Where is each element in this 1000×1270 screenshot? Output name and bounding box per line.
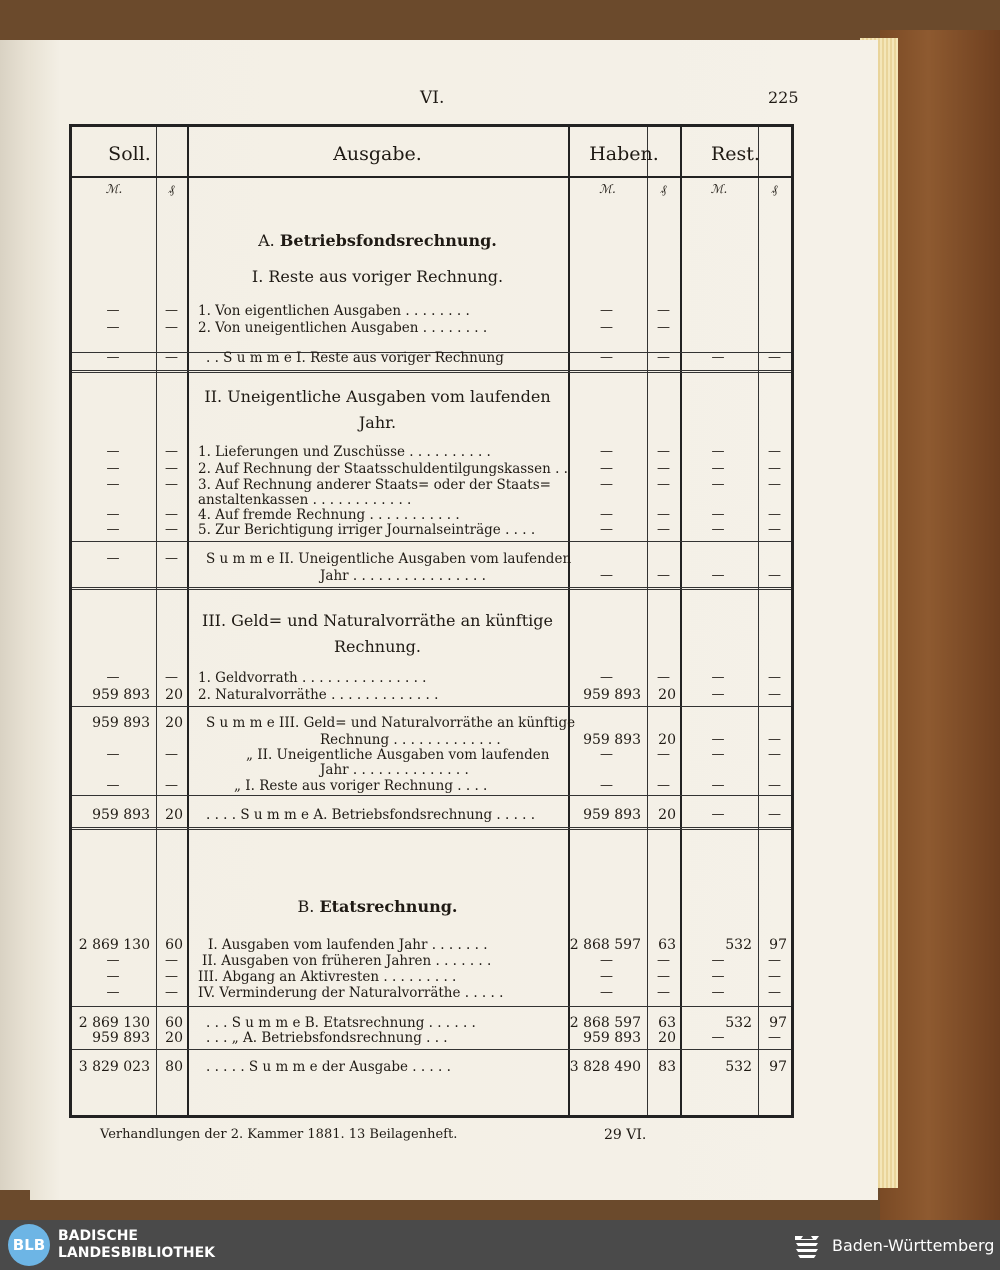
empty-cell-dash: — [711, 732, 725, 747]
row-rule [72, 706, 791, 707]
row-label: 1. Geldvorrath . . . . . . . . . . . . . . . [198, 670, 427, 686]
empty-cell-dash: — [711, 477, 725, 492]
amount-cell: 20 [165, 807, 183, 823]
section-a-sub3: Rechnung. [333, 637, 422, 656]
row-label: III. Abgang an Aktivresten . . . . . . . . . [198, 969, 457, 985]
sum-label: . . . S u m m e B. Etatsrechnung . . . . . . [206, 1015, 476, 1031]
amount-cell: 959 893 [583, 807, 641, 823]
empty-cell-dash: — [768, 444, 781, 459]
empty-cell-dash: — [768, 747, 781, 762]
amount-cell: 97 [769, 1015, 787, 1031]
row-label: 5. Zur Berichtigung irriger Journalseinträge . . . . [198, 522, 536, 538]
sum-label: . . . . . S u m m e der Ausgabe . . . . . [206, 1059, 451, 1075]
amount-cell: 63 [658, 937, 676, 953]
empty-cell-dash: — [711, 350, 725, 365]
empty-cell-dash: — [600, 303, 613, 318]
amount-cell: 959 893 [583, 732, 641, 748]
empty-cell-dash: — [600, 320, 613, 335]
amount-cell: 3 829 023 [78, 1059, 150, 1075]
empty-cell-dash: — [165, 507, 178, 522]
empty-cell-dash: — [600, 985, 613, 1000]
unit-pf: ₰ [168, 182, 175, 196]
col-divider [568, 127, 570, 1115]
section-a-sub2: II. Uneigentliche Ausgaben vom laufenden [204, 387, 551, 406]
page-number: 225 [768, 88, 799, 107]
empty-cell-dash: — [165, 670, 178, 685]
sum-label: „ I. Reste aus voriger Rechnung . . . . [234, 778, 488, 794]
empty-cell-dash: — [165, 953, 178, 968]
unit-mark: ℳ. [710, 182, 728, 196]
sum-label: Jahr . . . . . . . . . . . . . . [320, 762, 469, 778]
empty-cell-dash: — [657, 568, 670, 583]
empty-cell-dash: — [600, 461, 613, 476]
empty-cell-dash: — [657, 507, 670, 522]
empty-cell-dash: — [768, 350, 781, 365]
empty-cell-dash: — [106, 985, 120, 1000]
empty-cell-dash: — [106, 953, 120, 968]
empty-cell-dash: — [165, 461, 178, 476]
empty-cell-dash: — [106, 522, 120, 537]
empty-cell-dash: — [657, 747, 670, 762]
amount-cell: 959 893 [92, 1030, 150, 1046]
amount-cell: 959 893 [583, 687, 641, 703]
empty-cell-dash: — [600, 953, 613, 968]
empty-cell-dash: — [768, 461, 781, 476]
book-cover [880, 30, 1000, 1220]
row-label: 1. Lieferungen und Zuschüsse . . . . . . . . . . [198, 444, 491, 460]
empty-cell-dash: — [711, 807, 725, 822]
blb-name[interactable]: BADISCHE LANDESBIBLIOTHEK [58, 1228, 216, 1261]
empty-cell-dash: — [600, 670, 613, 685]
empty-cell-dash: — [106, 477, 120, 492]
unit-pf: ₰ [660, 182, 667, 196]
col-divider [680, 127, 682, 1115]
empty-cell-dash: — [768, 507, 781, 522]
empty-cell-dash: — [768, 522, 781, 537]
row-label: IV. Verminderung der Naturalvorräthe . . . . . [198, 985, 504, 1001]
row-rule [72, 795, 791, 796]
amount-cell: 3 828 490 [569, 1059, 641, 1075]
empty-cell-dash: — [165, 985, 178, 1000]
empty-cell-dash: — [165, 477, 178, 492]
col-header-ausgabe: Ausgabe. [333, 143, 422, 165]
amount-cell: 20 [658, 687, 676, 703]
row-rule [72, 827, 791, 830]
empty-cell-dash: — [106, 969, 120, 984]
amount-cell: 959 893 [92, 715, 150, 731]
amount-cell: 60 [165, 937, 183, 953]
sum-label: „ II. Uneigentliche Ausgaben vom laufenden [246, 747, 550, 763]
row-label: II. Ausgaben von früheren Jahren . . . . . . . [202, 953, 492, 969]
amount-cell: 2 869 130 [78, 1015, 150, 1031]
section-a-sub2: Jahr. [358, 413, 397, 432]
empty-cell-dash: — [165, 320, 178, 335]
row-rule [72, 370, 791, 373]
empty-cell-dash: — [657, 477, 670, 492]
row-label: 4. Auf fremde Rechnung . . . . . . . . . . . [198, 507, 460, 523]
amount-cell: 97 [769, 937, 787, 953]
empty-cell-dash: — [600, 568, 613, 583]
amount-cell: 532 [725, 937, 752, 953]
bw-name[interactable]: Baden-Württemberg [832, 1236, 995, 1255]
stag-lion-crest-icon [792, 1230, 822, 1260]
amount-cell: 60 [165, 1015, 183, 1031]
col-header-haben: Haben. [589, 143, 659, 165]
empty-cell-dash: — [711, 444, 725, 459]
sum-label: Rechnung . . . . . . . . . . . . . [320, 732, 501, 748]
empty-cell-dash: — [106, 507, 120, 522]
amount-cell: 20 [658, 732, 676, 748]
amount-cell: 97 [769, 1059, 787, 1075]
empty-cell-dash: — [657, 969, 670, 984]
empty-cell-dash: — [106, 444, 120, 459]
col-header-soll: Soll. [108, 143, 151, 165]
amount-cell: 2 869 130 [78, 937, 150, 953]
amount-cell: 20 [165, 687, 183, 703]
empty-cell-dash: — [106, 551, 120, 566]
sum-label: . . S u m m e I. Reste aus voriger Rechnung [206, 350, 504, 366]
empty-cell-dash: — [711, 687, 725, 702]
ledger-table [69, 124, 794, 1118]
col-divider [156, 127, 157, 1115]
amount-cell: 959 893 [92, 687, 150, 703]
empty-cell-dash: — [768, 477, 781, 492]
amount-cell: 532 [725, 1059, 752, 1075]
amount-cell: 80 [165, 1059, 183, 1075]
empty-cell-dash: — [711, 1030, 725, 1045]
empty-cell-dash: — [657, 461, 670, 476]
sum-label: . . . . S u m m e A. Betriebsfondsrechnung . . . . . [206, 807, 536, 823]
empty-cell-dash: — [657, 953, 670, 968]
empty-cell-dash: — [600, 350, 613, 365]
col-divider [647, 127, 648, 1115]
empty-cell-dash: — [600, 747, 613, 762]
row-rule [72, 1049, 791, 1050]
empty-cell-dash: — [768, 670, 781, 685]
empty-cell-dash: — [711, 985, 725, 1000]
empty-cell-dash: — [600, 444, 613, 459]
empty-cell-dash: — [657, 303, 670, 318]
empty-cell-dash: — [657, 522, 670, 537]
empty-cell-dash: — [106, 747, 120, 762]
empty-cell-dash: — [768, 778, 781, 793]
empty-cell-dash: — [600, 969, 613, 984]
empty-cell-dash: — [165, 444, 178, 459]
empty-cell-dash: — [657, 985, 670, 1000]
empty-cell-dash: — [165, 778, 178, 793]
empty-cell-dash: — [711, 507, 725, 522]
amount-cell: 2 868 597 [569, 937, 641, 953]
amount-cell: 20 [658, 1030, 676, 1046]
empty-cell-dash: — [711, 568, 725, 583]
empty-cell-dash: — [165, 350, 178, 365]
footer-left: Verhandlungen der 2. Kammer 1881. 13 Beilagenheft. [100, 1127, 458, 1142]
row-label: anstaltenkassen . . . . . . . . . . . . [198, 492, 412, 508]
blb-logo[interactable]: BLB [8, 1224, 50, 1266]
empty-cell-dash: — [711, 953, 725, 968]
empty-cell-dash: — [600, 477, 613, 492]
empty-cell-dash: — [657, 670, 670, 685]
empty-cell-dash: — [711, 747, 725, 762]
empty-cell-dash: — [711, 778, 725, 793]
row-label: 2. Naturalvorräthe . . . . . . . . . . . . . [198, 687, 439, 703]
empty-cell-dash: — [657, 320, 670, 335]
empty-cell-dash: — [711, 522, 725, 537]
sum-label: S u m m e II. Uneigentliche Ausgaben vom laufenden [206, 551, 572, 567]
empty-cell-dash: — [106, 461, 120, 476]
empty-cell-dash: — [657, 778, 670, 793]
row-label: 3. Auf Rechnung anderer Staats= oder der Staats= [198, 477, 551, 493]
amount-cell: 20 [165, 1030, 183, 1046]
amount-cell: 20 [658, 807, 676, 823]
sum-label: Jahr . . . . . . . . . . . . . . . . [320, 568, 486, 584]
empty-cell-dash: — [106, 303, 120, 318]
unit-mark: ℳ. [105, 182, 123, 196]
empty-cell-dash: — [165, 747, 178, 762]
amount-cell: 959 893 [92, 807, 150, 823]
amount-cell: 63 [658, 1015, 676, 1031]
section-a-title: A. Betriebsfondsrechnung. [258, 231, 497, 250]
amount-cell: 532 [725, 1015, 752, 1031]
amount-cell: 83 [658, 1059, 676, 1075]
footer-right: 29 VI. [604, 1127, 647, 1143]
row-rule [72, 1006, 791, 1007]
section-b-title: B. Etatsrechnung. [297, 897, 458, 916]
empty-cell-dash: — [768, 807, 781, 822]
empty-cell-dash: — [711, 969, 725, 984]
section-header: VI. [420, 88, 445, 108]
row-label: I. Ausgaben vom laufenden Jahr . . . . . . . [208, 937, 488, 953]
empty-cell-dash: — [768, 687, 781, 702]
empty-cell-dash: — [600, 522, 613, 537]
empty-cell-dash: — [165, 303, 178, 318]
header-rule [72, 176, 791, 178]
amount-cell: 2 868 597 [569, 1015, 641, 1031]
sum-label: S u m m e III. Geld= und Naturalvorräthe an künftige [206, 715, 576, 731]
empty-cell-dash: — [768, 1030, 781, 1045]
empty-cell-dash: — [657, 350, 670, 365]
empty-cell-dash: — [768, 732, 781, 747]
empty-cell-dash: — [106, 350, 120, 365]
empty-cell-dash: — [106, 320, 120, 335]
empty-cell-dash: — [657, 444, 670, 459]
empty-cell-dash: — [106, 670, 120, 685]
col-divider [758, 127, 759, 1115]
sum-label: . . . „ A. Betriebsfondsrechnung . . . [206, 1030, 448, 1046]
section-a-sub1: I. Reste aus voriger Rechnung. [251, 267, 504, 286]
empty-cell-dash: — [165, 551, 178, 566]
empty-cell-dash: — [106, 778, 120, 793]
empty-cell-dash: — [600, 778, 613, 793]
unit-mark: ℳ. [599, 182, 616, 196]
empty-cell-dash: — [768, 953, 781, 968]
empty-cell-dash: — [711, 461, 725, 476]
empty-cell-dash: — [600, 507, 613, 522]
row-rule [72, 587, 791, 590]
empty-cell-dash: — [165, 522, 178, 537]
col-header-rest: Rest. [711, 143, 760, 165]
row-label: 2. Von uneigentlichen Ausgaben . . . . . . . . [198, 320, 488, 336]
row-label: 2. Auf Rechnung der Staatsschuldentilgungskassen . . [198, 461, 568, 477]
empty-cell-dash: — [768, 969, 781, 984]
row-label: 1. Von eigentlichen Ausgaben . . . . . . . . [198, 303, 470, 319]
empty-cell-dash: — [768, 985, 781, 1000]
amount-cell: 20 [165, 715, 183, 731]
empty-cell-dash: — [768, 568, 781, 583]
row-rule [72, 541, 791, 542]
section-a-sub3: III. Geld= und Naturalvorräthe an künftige [202, 611, 553, 630]
unit-pf: ₰ [771, 182, 778, 196]
empty-cell-dash: — [711, 670, 725, 685]
amount-cell: 959 893 [583, 1030, 641, 1046]
empty-cell-dash: — [165, 969, 178, 984]
